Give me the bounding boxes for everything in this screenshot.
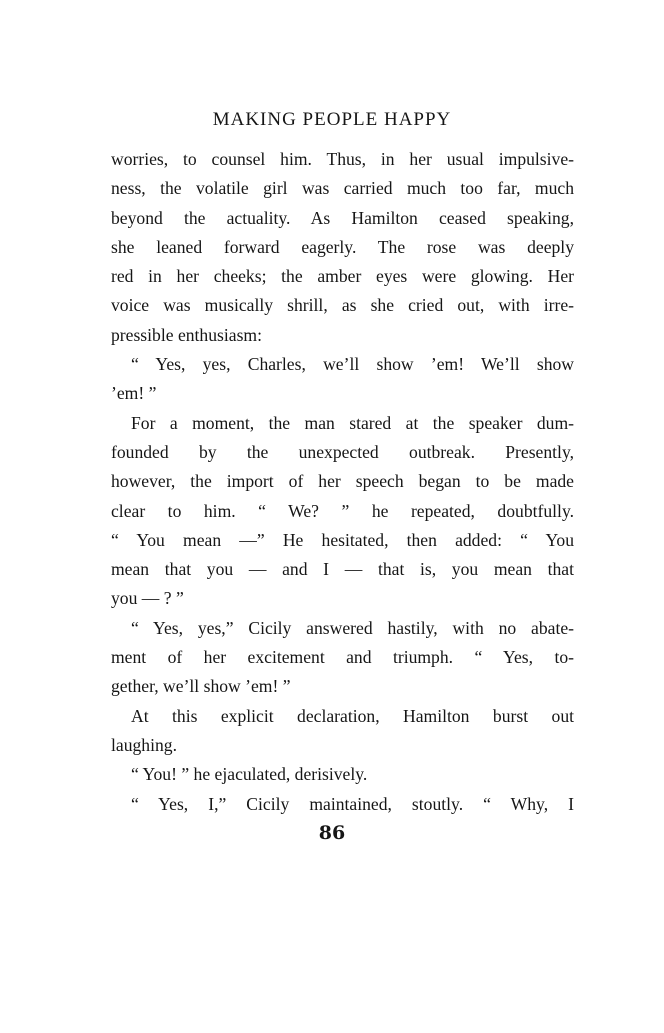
text-line: ’em! ”: [111, 383, 157, 404]
page-number: 86: [318, 822, 346, 844]
body-text: [111, 145, 574, 819]
text-line: red in her cheeks; the amber eyes were glowing. Her: [111, 266, 574, 287]
text-line: ment of her excitement and triumph. “ Yes, to-: [111, 647, 574, 668]
text-line: gether, we’ll show ’em! ”: [111, 676, 291, 697]
text-line: “ Yes, yes, Charles, we’ll show ’em! We’ll show: [131, 354, 574, 375]
text-line: ness, the volatile girl was carried much too far, much: [111, 178, 574, 199]
text-line: mean that you — and I — that is, you mean that: [111, 559, 574, 580]
text-line: “ Yes, I,” Cicily maintained, stoutly. “ Why, I: [131, 793, 574, 814]
text-line: laughing.: [111, 734, 177, 755]
text-line: worries, to counsel him. Thus, in her usual impulsive-: [111, 149, 574, 169]
text-line: For a moment, the man stared at the speaker dum-: [131, 412, 574, 433]
text-line: “ Yes, yes,” Cicily answered hastily, with no abate-: [131, 617, 574, 638]
text-line: voice was musically shrill, as she cried out, with irre-: [111, 295, 574, 316]
running-head: MAKING PEOPLE HAPPY: [212, 109, 452, 130]
text-line: At this explicit declaration, Hamilton burst out: [131, 705, 574, 726]
text-line: founded by the unexpected outbreak. Presently,: [111, 441, 574, 462]
text-line: however, the import of her speech began to be made: [111, 471, 574, 492]
text-line: beyond the actuality. As Hamilton ceased speaking,: [111, 207, 574, 228]
text-line: “ You mean —” He hesitated, then added: “ You: [111, 529, 574, 550]
text-line: clear to him. “ We? ” he repeated, doubtfully.: [111, 500, 574, 521]
text-line: pressible enthusiasm:: [111, 324, 262, 345]
text-line: “ You! ” he ejaculated, derisively.: [131, 764, 368, 785]
text-line: you — ? ”: [111, 588, 184, 609]
text-line: she leaned forward eagerly. The rose was deeply: [111, 236, 574, 257]
